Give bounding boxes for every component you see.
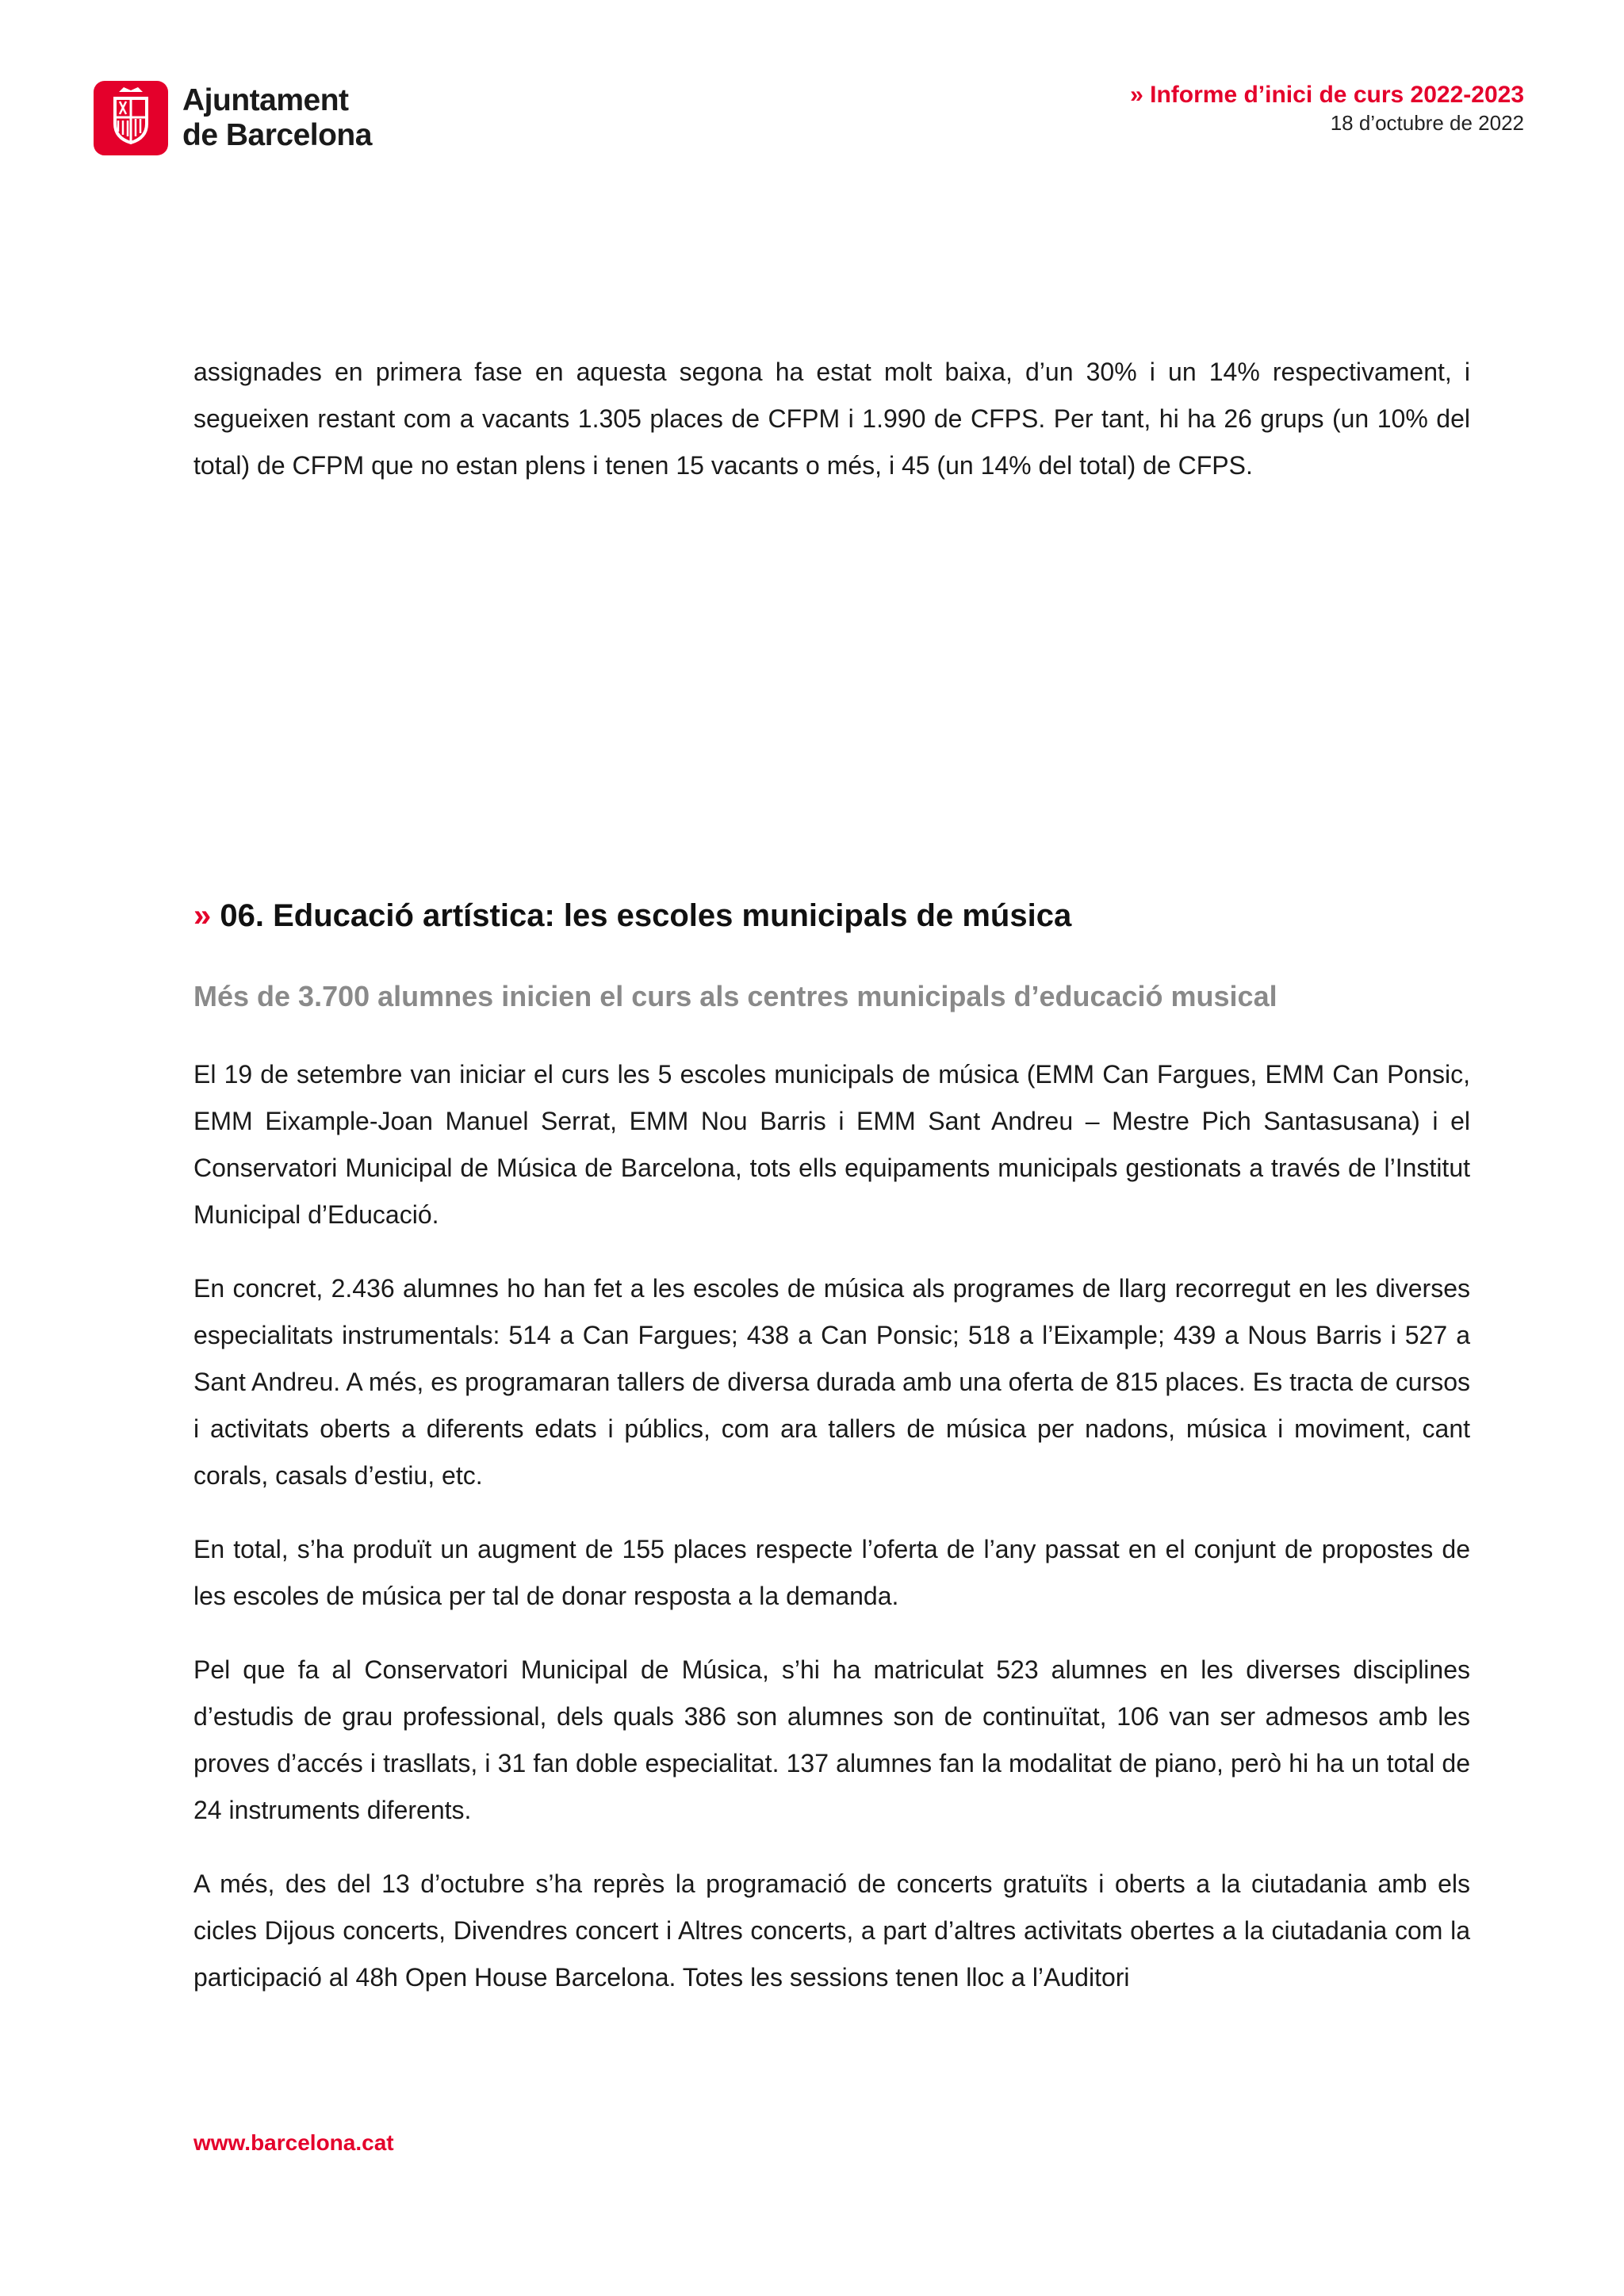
ajuntament-logo	[94, 81, 372, 155]
report-date: 18 d’octubre de 2022	[1330, 111, 1524, 135]
section-subtitle: Més de 3.700 alumnes inicien el curs als centres municipals d’educació musical	[193, 980, 1277, 1012]
body-paragraph: Pel que fa al Conservatori Municipal de Música, s’hi ha matriculat 523 alumnes en les diverses disciplines d’estudis de grau professional, dels quals 386 son alumnes son de continuïtat, 106 van ser admesos amb les proves d’accés i trasllats, i 31 fan doble especialitat. 137 alumnes fan la modalitat de piano, però hi ha un total de 24 instruments diferents.	[193, 1655, 1470, 1824]
website-link[interactable]: www.barcelona.cat	[193, 2130, 394, 2155]
barcelona-shield-icon	[94, 81, 168, 155]
logo-line-2: de Barcelona	[182, 118, 372, 152]
section-marker: »	[193, 898, 212, 933]
intro-block	[193, 349, 1470, 489]
logo-line-1: Ajuntament	[182, 83, 349, 117]
body-paragraph: El 19 de setembre van iniciar el curs les 5 escoles municipals de música (EMM Can Fargues, EMM Can Ponsic, EMM Eixample-Joan Manuel Serrat, EMM Nou Barris i EMM Sant Andreu – Mestre Pich Santasusana) i el Conservatori Municipal de Música de Barcelona, tots ells equipaments municipals gestionats a través de l’Institut Municipal d’Educació.	[193, 1060, 1470, 1229]
intro-paragraph: assignades en primera fase en aquesta segona ha estat molt baixa, d’un 30% i un 14% respectivament, i segueixen restant com a vacants 1.305 places de CFPM i 1.990 de CFPS. Per tant, hi ha 26 grups (un 10% del total) de CFPM que no estan plens i tenen 15 vacants o més, i 45 (un 14% del total) de CFPS.	[193, 358, 1470, 480]
section-title: 06. Educació artística: les escoles municipals de música	[220, 898, 1072, 933]
section-body	[193, 1051, 1470, 2001]
section-heading	[193, 896, 1071, 936]
body-paragraph: En total, s’ha produït un augment de 155 places respecte l’oferta de l’any passat en el conjunt de propostes de les escoles de música per tal de donar resposta a la demanda.	[193, 1535, 1470, 1610]
body-paragraph: En concret, 2.436 alumnes ho han fet a les escoles de música als programes de llarg recorregut en les diverses especialitats instrumentals: 514 a Can Fargues; 438 a Can Ponsic; 518 a l’Eixample; 439 a Nous Barris i 527 a Sant Andreu. A més, es programaran tallers de diversa durada amb una oferta de 815 places. Es tracta de cursos i activitats oberts a diferents edats i públics, com ara tallers de música per nadons, música i moviment, cant corals, casals d’estiu, etc.	[193, 1274, 1470, 1490]
report-title: » Informe d’inici de curs 2022-2023	[1130, 82, 1524, 108]
report-header	[1130, 81, 1524, 136]
body-paragraph: A més, des del 13 d’octubre s’ha reprès la programació de concerts gratuïts i oberts a la ciutadania amb els cicles Dijous concerts, Divendres concert i Altres concerts, a part d’altres activitats obertes a la ciutadania com la participació al 48h Open House Barcelona. Totes les sessions tenen lloc a l’Auditori	[193, 1869, 1470, 1992]
